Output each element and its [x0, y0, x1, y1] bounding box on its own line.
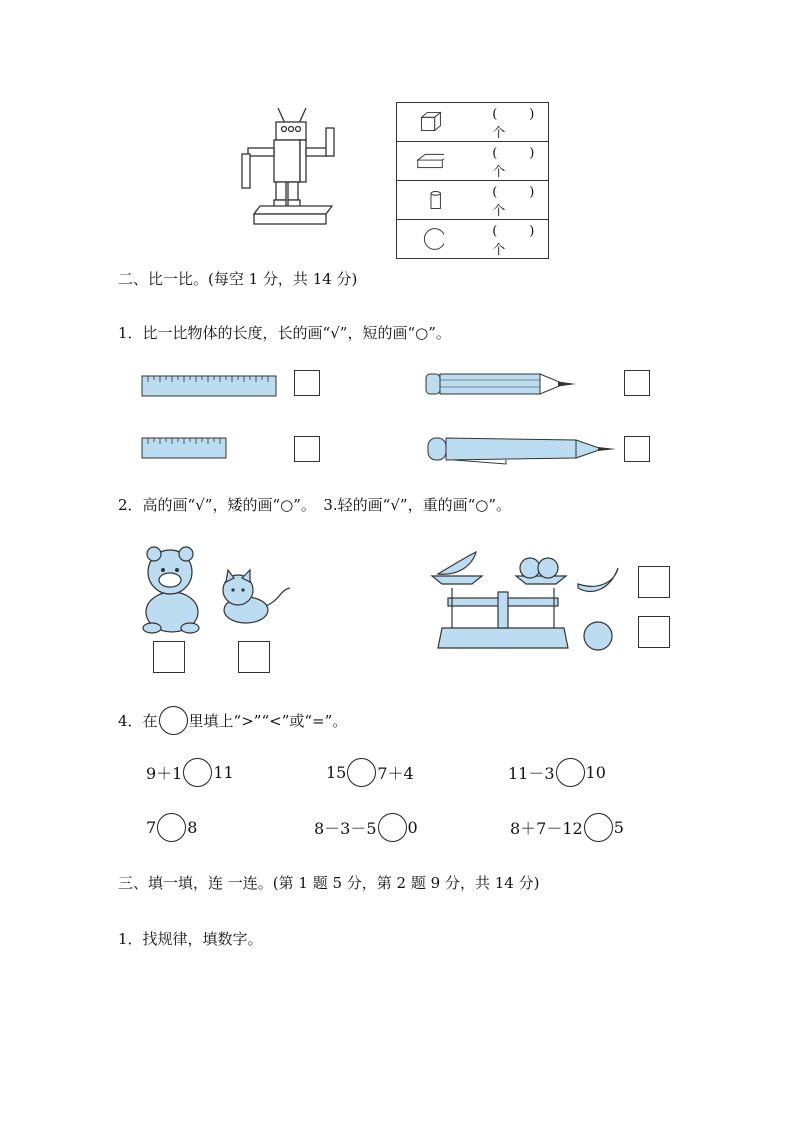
short-ruler	[140, 434, 230, 462]
comparison-item	[326, 758, 414, 787]
answer-blank[interactable]: ( )个	[492, 185, 537, 219]
comparison-circle[interactable]	[183, 758, 212, 787]
comparison-item	[508, 758, 606, 787]
answer-box-banana[interactable]	[638, 566, 670, 598]
right-expression: 11	[213, 763, 234, 782]
circle-symbol-icon	[159, 706, 188, 735]
section3-question-1: 1．找规律，填数字。	[118, 930, 263, 948]
flat-cuboid-icon	[397, 148, 444, 174]
comparison-circle[interactable]	[347, 758, 376, 787]
cylinder-icon	[397, 187, 444, 213]
answer-box-cat[interactable]	[238, 641, 270, 673]
pencil	[422, 370, 582, 398]
answer-box-pencil[interactable]	[624, 370, 650, 396]
cube-icon	[397, 109, 444, 135]
pen	[426, 430, 622, 468]
comparison-circle[interactable]	[157, 813, 186, 842]
question-4-suffix: 里填上“>”“<”或“=”。	[188, 712, 348, 730]
shape-count-table	[396, 102, 549, 259]
left-expression: 8＋7－12	[510, 819, 583, 838]
question-4	[118, 706, 347, 735]
comparison-circle[interactable]	[584, 813, 613, 842]
answer-box-pen[interactable]	[624, 436, 650, 462]
answer-blank[interactable]: ( )个	[492, 146, 537, 180]
left-expression: 9＋1	[146, 764, 183, 783]
answer-box-long-ruler[interactable]	[294, 370, 320, 396]
tiger-and-cat-illustration	[130, 544, 290, 634]
left-expression: 7	[146, 818, 157, 837]
robot-illustration	[236, 100, 336, 230]
section2-heading: 二、比一比。(每空 1 分，共 14 分)	[118, 270, 358, 288]
comparison-circle[interactable]	[378, 813, 407, 842]
orange-illustration	[580, 618, 616, 654]
long-ruler	[140, 372, 280, 400]
left-expression: 8－3－5	[314, 819, 377, 838]
right-expression: 5	[613, 818, 624, 837]
question-4-prefix: 4．在	[118, 712, 158, 730]
right-expression: 10	[585, 763, 606, 782]
answer-box-tiger[interactable]	[153, 641, 185, 673]
comparison-item	[314, 813, 418, 842]
sphere-icon	[397, 226, 444, 252]
answer-box-short-ruler[interactable]	[294, 436, 320, 462]
comparison-item	[146, 758, 234, 787]
comparison-item	[146, 813, 197, 842]
comparison-item	[510, 813, 624, 842]
answer-blank[interactable]: ( )个	[492, 107, 537, 141]
answer-blank[interactable]: ( )个	[492, 224, 537, 258]
right-expression: 0	[407, 818, 418, 837]
comparison-circle[interactable]	[556, 758, 585, 787]
left-expression: 15	[326, 763, 347, 782]
question-2-3: 2．高的画“√”，矮的画“○”。 3.轻的画“√”，重的画“○”。	[118, 496, 511, 514]
right-expression: 7＋4	[377, 764, 414, 783]
right-expression: 8	[187, 818, 198, 837]
answer-box-orange[interactable]	[638, 616, 670, 648]
section3-heading: 三、填一填，连 一连。(第 1 题 5 分，第 2 题 9 分，共 14 分)	[118, 874, 540, 892]
banana-illustration	[574, 560, 624, 602]
left-expression: 11－3	[508, 764, 555, 783]
balance-scale-illustration	[428, 548, 578, 656]
question-1: 1．比一比物体的长度，长的画“√”，短的画“○”。	[118, 324, 451, 342]
